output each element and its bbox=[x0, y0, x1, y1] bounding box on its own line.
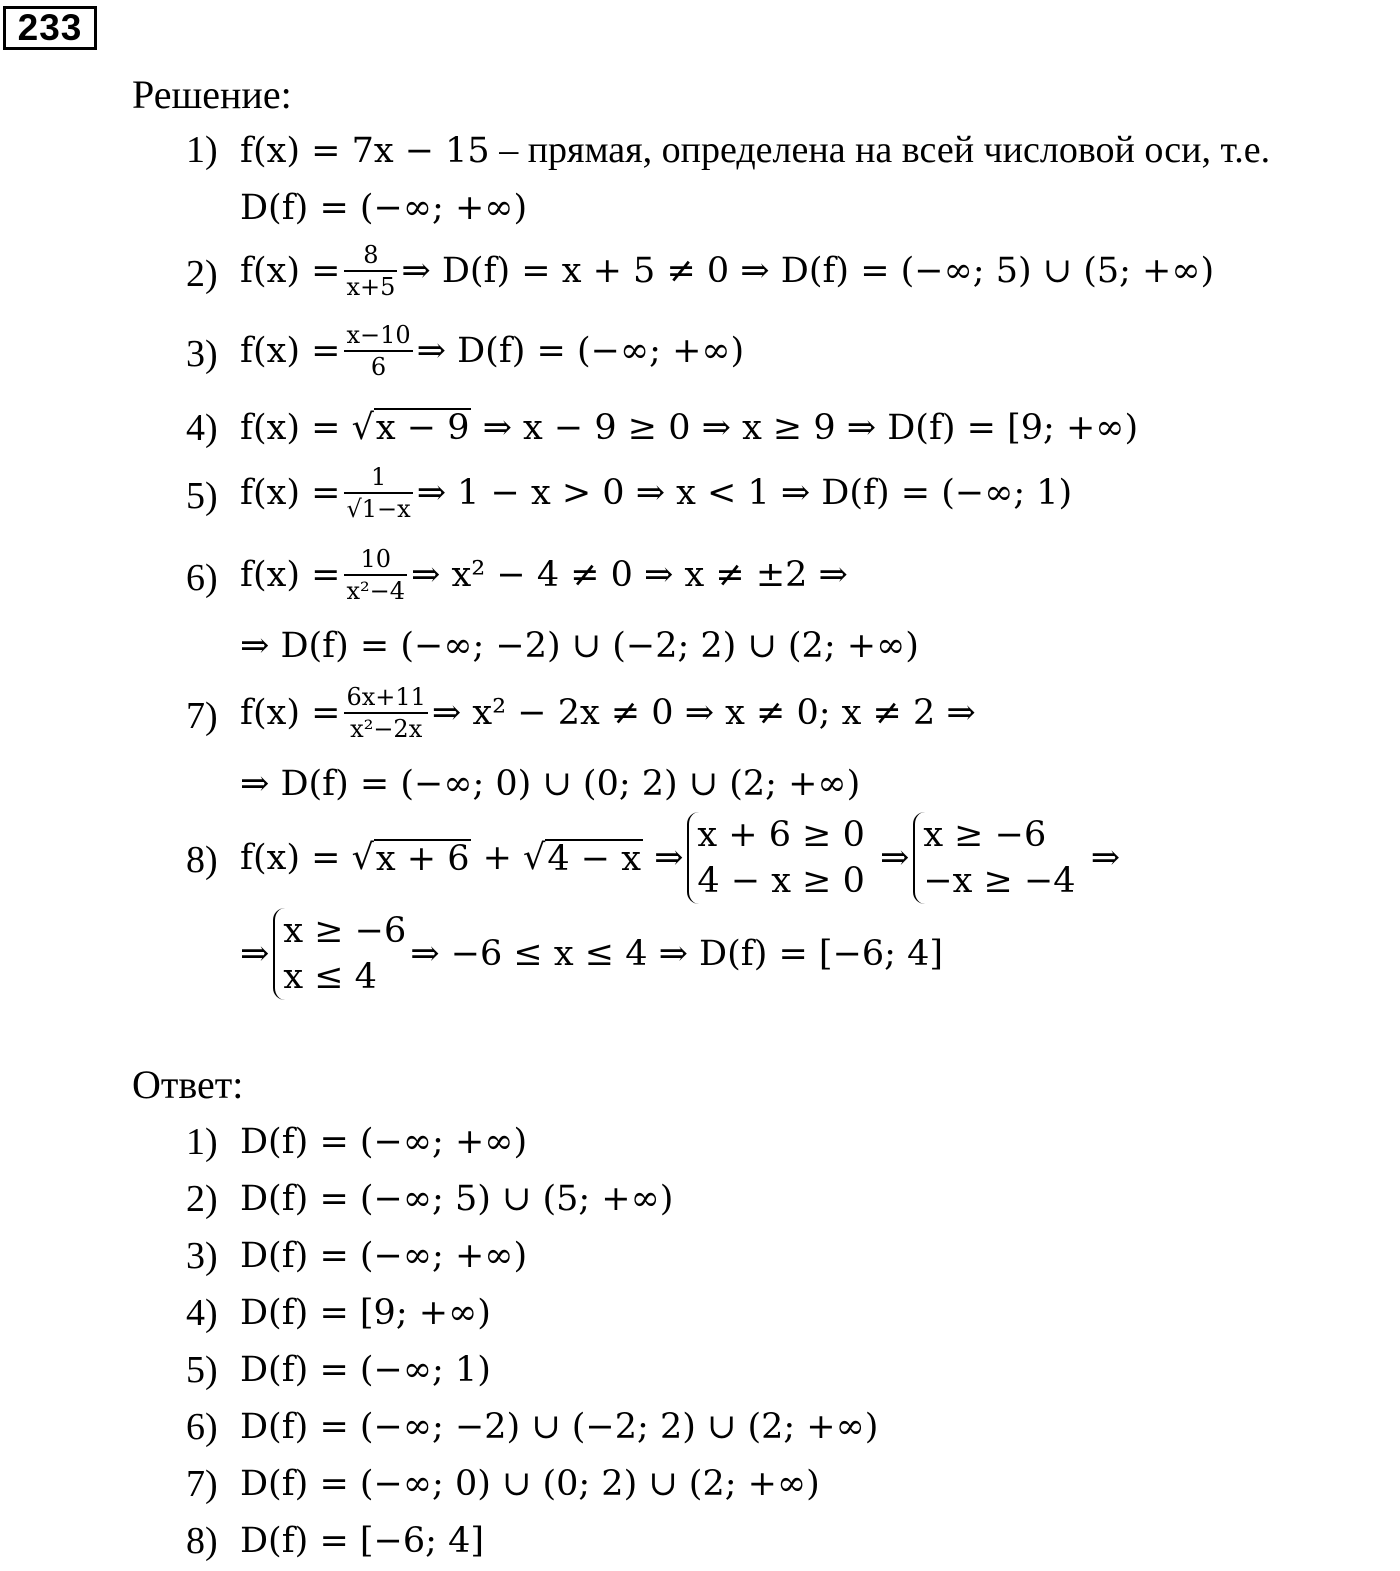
fraction bbox=[344, 682, 427, 744]
fraction-numerator: 10 bbox=[344, 544, 407, 576]
formula-rest: ⇒ D(f) = (−∞; +∞) bbox=[416, 331, 745, 371]
solution-item-7-formula bbox=[240, 682, 976, 744]
fraction-denominator: x+5 bbox=[346, 273, 396, 301]
problem-number-badge: 233 bbox=[3, 6, 97, 50]
solution-item-8-formula bbox=[240, 812, 1120, 904]
system-line: x + 6 ≥ 0 bbox=[697, 815, 865, 855]
solution-item-7-continuation: ⇒ D(f) = (−∞; 0) ∪ (0; 2) ∪ (2; +∞) bbox=[240, 764, 861, 804]
formula-text: f(x) = 7x − 15 bbox=[240, 131, 490, 171]
system-line: x ≤ 4 bbox=[283, 957, 377, 997]
answer-item-number: 1) bbox=[186, 1121, 218, 1163]
solution-item-4-formula bbox=[240, 406, 1138, 450]
solution-item-5-formula bbox=[240, 462, 1072, 524]
formula-prefix: f(x) = bbox=[240, 693, 341, 733]
answer-item: D(f) = (−∞; +∞) bbox=[240, 1236, 528, 1276]
formula-prefix: f(x) = √ bbox=[240, 838, 374, 878]
answer-item: D(f) = (−∞; 5) ∪ (5; +∞) bbox=[240, 1179, 674, 1219]
fraction-numerator: 1 bbox=[344, 462, 412, 494]
solution-item-number: 8) bbox=[186, 839, 218, 881]
formula-rest: ⇒ −6 ≤ x ≤ 4 ⇒ D(f) = [−6; 4] bbox=[410, 934, 944, 974]
solution-item-8-continuation bbox=[240, 908, 943, 1000]
solution-item-number: 2) bbox=[186, 253, 218, 295]
square-root: 4 − x bbox=[547, 839, 641, 879]
answer-item: D(f) = (−∞; 0) ∪ (0; 2) ∪ (2; +∞) bbox=[240, 1464, 820, 1504]
implies-arrow: ⇒ bbox=[868, 838, 910, 878]
answer-item: D(f) = (−∞; +∞) bbox=[240, 1122, 528, 1162]
formula-note: – прямая, определена на всей числовой оси, т.е. bbox=[489, 129, 1271, 171]
fraction bbox=[344, 240, 397, 302]
solution-item-6-continuation: ⇒ D(f) = (−∞; −2) ∪ (−2; 2) ∪ (2; +∞) bbox=[240, 626, 919, 666]
fraction-numerator: 8 bbox=[344, 240, 397, 272]
formula-prefix: f(x) = bbox=[240, 251, 341, 291]
answer-item-number: 8) bbox=[186, 1520, 218, 1562]
formula-plus-root: + √ bbox=[471, 838, 546, 878]
fraction bbox=[344, 320, 412, 382]
solution-item-number: 6) bbox=[186, 557, 218, 599]
fraction-numerator: 6x+11 bbox=[344, 682, 427, 714]
implies-arrow: ⇒ bbox=[642, 838, 684, 878]
answer-item-number: 6) bbox=[186, 1406, 218, 1448]
inequality-system bbox=[687, 812, 864, 904]
fraction-denominator: x²−4 bbox=[346, 577, 406, 605]
formula-prefix: f(x) = √ bbox=[240, 408, 374, 448]
solution-item-3-formula bbox=[240, 320, 744, 382]
fraction-denominator: √1−x bbox=[346, 495, 411, 523]
formula-rest: ⇒ x² − 2x ≠ 0 ⇒ x ≠ 0; x ≠ 2 ⇒ bbox=[431, 693, 976, 733]
answer-item-number: 4) bbox=[186, 1292, 218, 1334]
solution-item-number: 1) bbox=[186, 129, 218, 171]
system-line: x ≥ −6 bbox=[283, 911, 407, 951]
solution-item-number: 5) bbox=[186, 475, 218, 517]
system-line: x ≥ −6 bbox=[923, 815, 1047, 855]
formula-rest: ⇒ 1 − x > 0 ⇒ x < 1 ⇒ D(f) = (−∞; 1) bbox=[416, 473, 1073, 513]
answer-item: D(f) = [−6; 4] bbox=[240, 1521, 484, 1561]
answer-item: D(f) = (−∞; −2) ∪ (−2; 2) ∪ (2; +∞) bbox=[240, 1407, 879, 1447]
answer-item-number: 3) bbox=[186, 1235, 218, 1277]
solution-item-6-formula bbox=[240, 544, 848, 606]
formula-rest: ⇒ D(f) = x + 5 ≠ 0 ⇒ D(f) = (−∞; 5) ∪ (5; +∞) bbox=[401, 251, 1215, 291]
answer-item: D(f) = (−∞; 1) bbox=[240, 1350, 491, 1390]
answer-heading: Ответ: bbox=[132, 1062, 244, 1107]
solution-item-1-formula bbox=[240, 128, 1270, 173]
answer-item-number: 7) bbox=[186, 1463, 218, 1505]
answer-item-number: 5) bbox=[186, 1349, 218, 1391]
fraction bbox=[344, 462, 412, 524]
answer-item-number: 2) bbox=[186, 1178, 218, 1220]
system-line: −x ≥ −4 bbox=[923, 861, 1076, 901]
square-root: x − 9 bbox=[375, 408, 470, 448]
answer-item: D(f) = [9; +∞) bbox=[240, 1293, 491, 1333]
formula-rest: ⇒ x² − 4 ≠ 0 ⇒ x ≠ ±2 ⇒ bbox=[411, 555, 848, 595]
formula-prefix: f(x) = bbox=[240, 473, 341, 513]
implies-arrow: ⇒ bbox=[1079, 838, 1121, 878]
implies-arrow: ⇒ bbox=[240, 934, 270, 974]
system-line: 4 − x ≥ 0 bbox=[697, 861, 865, 901]
solution-heading: Решение: bbox=[132, 72, 292, 117]
fraction-numerator: x−10 bbox=[344, 320, 412, 352]
solution-item-number: 3) bbox=[186, 333, 218, 375]
solution-item-number: 4) bbox=[186, 407, 218, 449]
fraction bbox=[344, 544, 407, 606]
solution-item-2-formula bbox=[240, 240, 1214, 302]
inequality-system bbox=[273, 908, 406, 1000]
formula-rest: ⇒ x − 9 ≥ 0 ⇒ x ≥ 9 ⇒ D(f) = [9; +∞) bbox=[471, 408, 1139, 448]
fraction-denominator: 6 bbox=[370, 353, 387, 381]
inequality-system bbox=[913, 812, 1075, 904]
solution-item-number: 7) bbox=[186, 695, 218, 737]
formula-prefix: f(x) = bbox=[240, 555, 341, 595]
formula-prefix: f(x) = bbox=[240, 331, 341, 371]
solution-item-1-continuation: D(f) = (−∞; +∞) bbox=[240, 188, 528, 228]
square-root: x + 6 bbox=[375, 839, 470, 879]
fraction-denominator: x²−2x bbox=[350, 715, 423, 743]
